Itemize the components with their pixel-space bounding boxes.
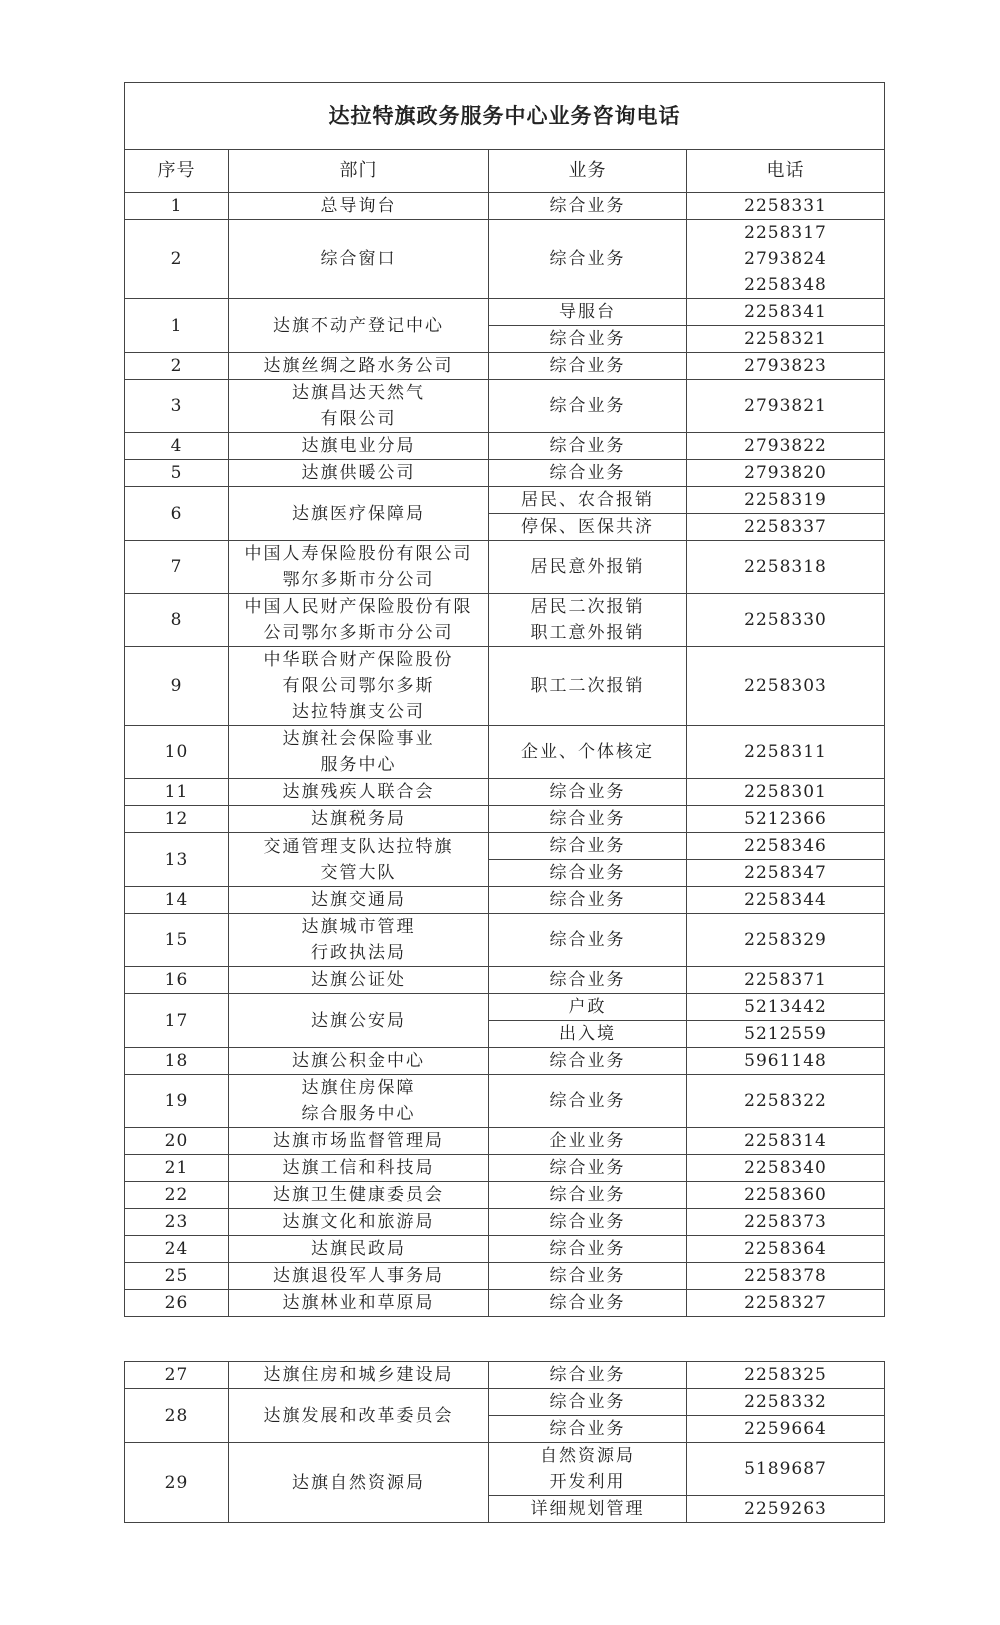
phone-line: 2258348 bbox=[744, 275, 827, 295]
row-number: 24 bbox=[125, 1236, 229, 1263]
row-number: 2 bbox=[125, 220, 229, 299]
department-line: 达旗城市管理 bbox=[301, 917, 416, 937]
table-title: 达拉特旗政务服务中心业务咨询电话 bbox=[125, 83, 885, 150]
department-cell bbox=[229, 1182, 489, 1209]
header-biz: 业务 bbox=[489, 150, 687, 193]
business-cell bbox=[489, 460, 687, 487]
phone-line: 2258301 bbox=[744, 782, 827, 802]
department-line: 达旗自然资源局 bbox=[292, 1472, 425, 1493]
phone-cell bbox=[687, 460, 885, 487]
phone-line: 2258347 bbox=[744, 863, 827, 883]
department-line: 达旗电业分局 bbox=[301, 436, 416, 456]
table-row bbox=[125, 380, 885, 433]
phone-cell bbox=[687, 1389, 885, 1416]
department-cell bbox=[229, 779, 489, 806]
table-body bbox=[125, 193, 885, 1317]
business-cell bbox=[489, 433, 687, 460]
row-number: 16 bbox=[125, 967, 229, 994]
business-line: 综合业务 bbox=[549, 1158, 626, 1178]
department-cell bbox=[229, 1048, 489, 1075]
business-line: 开发利用 bbox=[549, 1472, 626, 1492]
department-cell bbox=[229, 1389, 489, 1443]
phone-line: 2258378 bbox=[744, 1266, 827, 1286]
phone-line: 5213442 bbox=[744, 997, 827, 1017]
table-row bbox=[125, 1182, 885, 1209]
phone-cell bbox=[687, 1128, 885, 1155]
phone-line: 2258341 bbox=[744, 302, 827, 322]
phone-line: 2793821 bbox=[744, 396, 827, 416]
business-cell bbox=[489, 1075, 687, 1128]
row-number: 4 bbox=[125, 433, 229, 460]
department-line: 达旗发展和改革委员会 bbox=[263, 1405, 454, 1426]
row-number: 18 bbox=[125, 1048, 229, 1075]
department-line: 达旗公证处 bbox=[311, 970, 406, 990]
department-line: 达旗社会保险事业 bbox=[282, 729, 435, 749]
business-cell bbox=[489, 1182, 687, 1209]
business-cell bbox=[489, 353, 687, 380]
department-line: 达旗丝绸之路水务公司 bbox=[263, 356, 454, 376]
row-number: 1 bbox=[125, 299, 229, 353]
department-cell bbox=[229, 806, 489, 833]
table-row bbox=[125, 1389, 885, 1416]
row-number: 5 bbox=[125, 460, 229, 487]
department-line: 综合服务中心 bbox=[301, 1104, 416, 1124]
business-cell bbox=[489, 833, 687, 860]
department-cell bbox=[229, 353, 489, 380]
department-line: 达旗工信和科技局 bbox=[282, 1158, 435, 1178]
business-line: 综合业务 bbox=[549, 890, 626, 910]
phone-cell bbox=[687, 1048, 885, 1075]
header-no: 序号 bbox=[125, 150, 229, 193]
business-cell bbox=[489, 487, 687, 514]
phone-line: 2258322 bbox=[744, 1091, 827, 1111]
row-number: 22 bbox=[125, 1182, 229, 1209]
business-line: 综合业务 bbox=[549, 1392, 626, 1412]
table-row bbox=[125, 1263, 885, 1290]
phone-cell bbox=[687, 487, 885, 514]
row-number: 6 bbox=[125, 487, 229, 541]
row-number: 26 bbox=[125, 1290, 229, 1317]
business-line: 职工意外报销 bbox=[530, 623, 645, 643]
table-row bbox=[125, 594, 885, 647]
business-cell bbox=[489, 887, 687, 914]
business-line: 企业业务 bbox=[549, 1131, 626, 1151]
phone-line: 2258340 bbox=[744, 1158, 827, 1178]
department-line: 总导询台 bbox=[320, 196, 397, 216]
row-number: 3 bbox=[125, 380, 229, 433]
department-line: 达旗不动产登记中心 bbox=[273, 315, 444, 336]
department-line: 达旗住房保障 bbox=[301, 1078, 416, 1098]
phone-cell bbox=[687, 833, 885, 860]
row-number: 2 bbox=[125, 353, 229, 380]
business-line: 详细规划管理 bbox=[530, 1499, 645, 1519]
business-line: 停保、医保共济 bbox=[521, 517, 654, 537]
department-cell bbox=[229, 1128, 489, 1155]
business-cell bbox=[489, 1496, 687, 1523]
department-cell bbox=[229, 914, 489, 967]
business-cell bbox=[489, 1362, 687, 1389]
business-line: 职工二次报销 bbox=[530, 676, 645, 696]
table-row bbox=[125, 1290, 885, 1317]
phone-line: 2258321 bbox=[744, 329, 827, 349]
department-line: 行政执法局 bbox=[311, 943, 406, 963]
business-line: 企业、个体核定 bbox=[521, 742, 654, 762]
department-cell bbox=[229, 1155, 489, 1182]
department-line: 达旗市场监督管理局 bbox=[273, 1131, 444, 1151]
business-cell bbox=[489, 1155, 687, 1182]
department-line: 达旗公安局 bbox=[311, 1010, 406, 1031]
phone-line: 2258319 bbox=[744, 490, 827, 510]
phone-cell bbox=[687, 887, 885, 914]
phone-line: 2258360 bbox=[744, 1185, 827, 1205]
business-line: 综合业务 bbox=[549, 1293, 626, 1313]
department-line: 达旗退役军人事务局 bbox=[273, 1266, 444, 1286]
table-row bbox=[125, 487, 885, 514]
table-row bbox=[125, 914, 885, 967]
business-cell bbox=[489, 1236, 687, 1263]
table-row bbox=[125, 541, 885, 594]
row-number: 11 bbox=[125, 779, 229, 806]
department-line: 达旗昌达天然气 bbox=[292, 383, 425, 403]
row-number: 7 bbox=[125, 541, 229, 594]
business-line: 综合业务 bbox=[549, 196, 626, 216]
phone-cell bbox=[687, 779, 885, 806]
table-row bbox=[125, 994, 885, 1021]
table-row bbox=[125, 220, 885, 299]
department-cell bbox=[229, 487, 489, 541]
business-cell bbox=[489, 1443, 687, 1496]
department-cell bbox=[229, 726, 489, 779]
department-line: 公司鄂尔多斯市分公司 bbox=[263, 623, 454, 643]
department-cell bbox=[229, 433, 489, 460]
business-cell bbox=[489, 326, 687, 353]
business-line: 综合业务 bbox=[549, 249, 626, 269]
business-cell bbox=[489, 914, 687, 967]
row-number: 21 bbox=[125, 1155, 229, 1182]
phone-line: 2258371 bbox=[744, 970, 827, 990]
row-number: 17 bbox=[125, 994, 229, 1048]
business-cell bbox=[489, 1416, 687, 1443]
phone-cell bbox=[687, 1496, 885, 1523]
business-line: 居民二次报销 bbox=[530, 597, 645, 617]
row-number: 20 bbox=[125, 1128, 229, 1155]
business-cell bbox=[489, 514, 687, 541]
table-row bbox=[125, 833, 885, 860]
department-cell bbox=[229, 887, 489, 914]
department-line: 达旗住房和城乡建设局 bbox=[263, 1365, 454, 1385]
phone-cell bbox=[687, 541, 885, 594]
phone-cell bbox=[687, 1182, 885, 1209]
department-cell bbox=[229, 994, 489, 1048]
table-row bbox=[125, 1075, 885, 1128]
row-number: 8 bbox=[125, 594, 229, 647]
department-cell bbox=[229, 1209, 489, 1236]
phone-cell bbox=[687, 1416, 885, 1443]
business-cell bbox=[489, 647, 687, 726]
table-row bbox=[125, 353, 885, 380]
phone-cell bbox=[687, 1236, 885, 1263]
department-line: 有限公司 bbox=[320, 409, 397, 429]
business-line: 综合业务 bbox=[549, 782, 626, 802]
phone-line: 2258346 bbox=[744, 836, 827, 856]
phone-cell bbox=[687, 353, 885, 380]
phone-cell bbox=[687, 1290, 885, 1317]
phone-line: 2793824 bbox=[744, 249, 827, 269]
phone-cell bbox=[687, 1075, 885, 1128]
phone-cell bbox=[687, 193, 885, 220]
phone-line: 2258325 bbox=[744, 1365, 827, 1385]
table-row bbox=[125, 887, 885, 914]
business-line: 综合业务 bbox=[549, 1051, 626, 1071]
department-cell bbox=[229, 1075, 489, 1128]
phone-cell bbox=[687, 647, 885, 726]
phone-line: 2258364 bbox=[744, 1239, 827, 1259]
phone-line: 5212559 bbox=[744, 1024, 827, 1044]
phone-line: 5212366 bbox=[744, 809, 827, 829]
phone-cell bbox=[687, 380, 885, 433]
phone-cell bbox=[687, 220, 885, 299]
business-cell bbox=[489, 380, 687, 433]
business-line: 综合业务 bbox=[549, 356, 626, 376]
phone-line: 2258373 bbox=[744, 1212, 827, 1232]
row-number: 27 bbox=[125, 1362, 229, 1389]
department-cell bbox=[229, 833, 489, 887]
business-cell bbox=[489, 1290, 687, 1317]
business-cell bbox=[489, 220, 687, 299]
business-line: 综合业务 bbox=[549, 1185, 626, 1205]
department-cell bbox=[229, 1263, 489, 1290]
department-cell bbox=[229, 967, 489, 994]
table-row bbox=[125, 299, 885, 326]
contact-table bbox=[124, 82, 885, 1317]
department-cell bbox=[229, 1362, 489, 1389]
department-cell bbox=[229, 1290, 489, 1317]
business-cell bbox=[489, 967, 687, 994]
phone-cell bbox=[687, 514, 885, 541]
phone-line: 2793822 bbox=[744, 436, 827, 456]
business-line: 综合业务 bbox=[549, 1212, 626, 1232]
phone-cell bbox=[687, 1209, 885, 1236]
table-row bbox=[125, 967, 885, 994]
department-line: 达拉特旗支公司 bbox=[292, 702, 425, 722]
table-row bbox=[125, 193, 885, 220]
department-line: 交管大队 bbox=[320, 862, 397, 883]
phone-cell bbox=[687, 299, 885, 326]
department-line: 达旗民政局 bbox=[311, 1239, 406, 1259]
phone-cell bbox=[687, 1263, 885, 1290]
department-cell bbox=[229, 460, 489, 487]
phone-line: 2258344 bbox=[744, 890, 827, 910]
business-cell bbox=[489, 299, 687, 326]
table-row bbox=[125, 433, 885, 460]
department-line: 中国人寿保险股份有限公司 bbox=[244, 544, 473, 564]
business-cell bbox=[489, 1021, 687, 1048]
row-number: 10 bbox=[125, 726, 229, 779]
table-row bbox=[125, 1362, 885, 1389]
phone-cell bbox=[687, 1155, 885, 1182]
table-row bbox=[125, 1209, 885, 1236]
row-number: 13 bbox=[125, 833, 229, 887]
business-line: 综合业务 bbox=[549, 863, 626, 883]
row-number: 9 bbox=[125, 647, 229, 726]
business-line: 综合业务 bbox=[549, 463, 626, 483]
phone-cell bbox=[687, 326, 885, 353]
business-cell bbox=[489, 806, 687, 833]
table-row bbox=[125, 1155, 885, 1182]
row-number: 1 bbox=[125, 193, 229, 220]
phone-line: 2258303 bbox=[744, 676, 827, 696]
department-line: 达旗卫生健康委员会 bbox=[273, 1185, 444, 1205]
department-line: 中国人民财产保险股份有限 bbox=[244, 597, 473, 617]
phone-cell bbox=[687, 967, 885, 994]
business-cell bbox=[489, 1209, 687, 1236]
row-number: 15 bbox=[125, 914, 229, 967]
business-line: 综合业务 bbox=[549, 1419, 626, 1439]
business-line: 综合业务 bbox=[549, 1365, 626, 1385]
department-line: 达旗供暖公司 bbox=[301, 463, 416, 483]
business-line: 户政 bbox=[568, 997, 607, 1017]
department-line: 有限公司鄂尔多斯 bbox=[282, 676, 435, 696]
business-line: 综合业务 bbox=[549, 1266, 626, 1286]
business-line: 综合业务 bbox=[549, 836, 626, 856]
business-cell bbox=[489, 1263, 687, 1290]
phone-line: 2258330 bbox=[744, 610, 827, 630]
table-row bbox=[125, 726, 885, 779]
department-cell bbox=[229, 380, 489, 433]
phone-cell bbox=[687, 1021, 885, 1048]
row-number: 25 bbox=[125, 1263, 229, 1290]
table-row bbox=[125, 1236, 885, 1263]
department-line: 达旗公积金中心 bbox=[292, 1051, 425, 1071]
phone-cell bbox=[687, 1443, 885, 1496]
phone-line: 2258311 bbox=[744, 742, 827, 762]
department-line: 综合窗口 bbox=[320, 249, 397, 269]
business-cell bbox=[489, 1389, 687, 1416]
department-cell bbox=[229, 1443, 489, 1523]
business-cell bbox=[489, 1128, 687, 1155]
business-line: 导服台 bbox=[559, 302, 616, 322]
phone-line: 2259664 bbox=[744, 1419, 827, 1439]
business-cell bbox=[489, 726, 687, 779]
business-line: 自然资源局 bbox=[540, 1446, 635, 1466]
row-number: 12 bbox=[125, 806, 229, 833]
phone-line: 5961148 bbox=[744, 1051, 827, 1071]
table-row bbox=[125, 647, 885, 726]
phone-cell bbox=[687, 726, 885, 779]
business-cell bbox=[489, 594, 687, 647]
department-line: 服务中心 bbox=[320, 755, 397, 775]
business-cell bbox=[489, 994, 687, 1021]
department-cell bbox=[229, 541, 489, 594]
phone-line: 2258332 bbox=[744, 1392, 827, 1412]
department-line: 交通管理支队达拉特旗 bbox=[263, 836, 454, 857]
phone-cell bbox=[687, 860, 885, 887]
row-number: 28 bbox=[125, 1389, 229, 1443]
phone-line: 2793820 bbox=[744, 463, 827, 483]
phone-line: 2258318 bbox=[744, 557, 827, 577]
department-line: 鄂尔多斯市分公司 bbox=[282, 570, 435, 590]
phone-cell bbox=[687, 914, 885, 967]
department-line: 达旗交通局 bbox=[311, 890, 406, 910]
department-cell bbox=[229, 193, 489, 220]
phone-line: 5189687 bbox=[744, 1459, 827, 1479]
table-row bbox=[125, 779, 885, 806]
phone-line: 2258331 bbox=[744, 196, 827, 216]
business-line: 综合业务 bbox=[549, 930, 626, 950]
business-cell bbox=[489, 193, 687, 220]
business-line: 综合业务 bbox=[549, 396, 626, 416]
phone-line: 2258317 bbox=[744, 223, 827, 243]
department-cell bbox=[229, 220, 489, 299]
department-cell bbox=[229, 647, 489, 726]
row-number: 29 bbox=[125, 1443, 229, 1523]
phone-cell bbox=[687, 994, 885, 1021]
phone-cell bbox=[687, 806, 885, 833]
phone-line: 2258327 bbox=[744, 1293, 827, 1313]
business-cell bbox=[489, 541, 687, 594]
phone-cell bbox=[687, 1362, 885, 1389]
department-line: 达旗文化和旅游局 bbox=[282, 1212, 435, 1232]
table-body-continued bbox=[125, 1362, 885, 1523]
phone-line: 2258337 bbox=[744, 517, 827, 537]
business-cell bbox=[489, 1048, 687, 1075]
business-cell bbox=[489, 860, 687, 887]
department-line: 达旗医疗保障局 bbox=[292, 503, 425, 524]
business-line: 综合业务 bbox=[549, 1239, 626, 1259]
business-line: 居民、农合报销 bbox=[521, 490, 654, 510]
business-line: 综合业务 bbox=[549, 1091, 626, 1111]
phone-cell bbox=[687, 433, 885, 460]
department-line: 达旗税务局 bbox=[311, 809, 406, 829]
department-cell bbox=[229, 299, 489, 353]
department-cell bbox=[229, 594, 489, 647]
phone-line: 2259263 bbox=[744, 1499, 827, 1519]
table-row bbox=[125, 806, 885, 833]
business-line: 综合业务 bbox=[549, 436, 626, 456]
department-line: 中华联合财产保险股份 bbox=[263, 650, 454, 670]
table-row bbox=[125, 1443, 885, 1496]
row-number: 19 bbox=[125, 1075, 229, 1128]
phone-line: 2258314 bbox=[744, 1131, 827, 1151]
table-row bbox=[125, 1128, 885, 1155]
table-row bbox=[125, 460, 885, 487]
business-line: 居民意外报销 bbox=[530, 557, 645, 577]
table-row bbox=[125, 1048, 885, 1075]
phone-line: 2793823 bbox=[744, 356, 827, 376]
business-line: 出入境 bbox=[559, 1024, 616, 1044]
row-number: 14 bbox=[125, 887, 229, 914]
phone-line: 2258329 bbox=[744, 930, 827, 950]
business-cell bbox=[489, 779, 687, 806]
header-dept: 部门 bbox=[229, 150, 489, 193]
business-line: 综合业务 bbox=[549, 809, 626, 829]
business-line: 综合业务 bbox=[549, 329, 626, 349]
row-number: 23 bbox=[125, 1209, 229, 1236]
contact-table-continued bbox=[124, 1361, 885, 1523]
department-line: 达旗林业和草原局 bbox=[282, 1293, 435, 1313]
header-phone: 电话 bbox=[687, 150, 885, 193]
business-line: 综合业务 bbox=[549, 970, 626, 990]
phone-cell bbox=[687, 594, 885, 647]
department-cell bbox=[229, 1236, 489, 1263]
department-line: 达旗残疾人联合会 bbox=[282, 782, 435, 802]
